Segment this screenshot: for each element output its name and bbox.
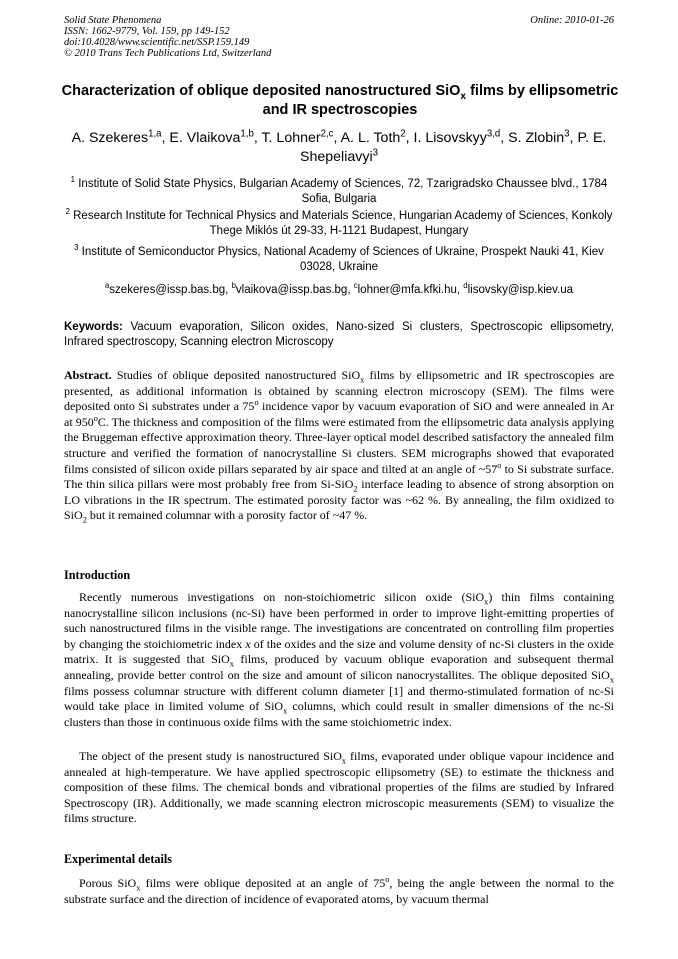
issn-line: ISSN: 1662-9779, Vol. 159, pp 149-152 (64, 26, 230, 37)
author: S. Zlobin$^3$ (508, 128, 570, 146)
author: P. E. Shepeliavyi$^3$ (300, 130, 607, 165)
intro-paragraph-1: Recently numerous investigations on non-stoichiometric silicon oxide (SiO$_x$) thin films containing nanocrystalline silicon inclusions (nc-Si) have been performed in order to improve light-emitting properties of such nanostructured films in the visible range. The investigations are concentrated on controlling film properties by changing the stoichiometric index x of the oxides and the size and volume density of nc-Si clusters in the oxide matrix. It is suggested that SiO$_x$ films, produced by vacuum oblique evaporation and subsequent thermal annealing, provide better control on the size and amount of silicon nanocrystallites. The oblique deposited SiO$_x$ films possess columnar structure with different column diameter [1] and thermo-stimulated formation of nc-Si would take place in limited volume of SiO$_x$ columns, which could result in smaller dimensions of the nc-Si clusters than those in continuous oxide films with the same stoichiometric index. (64, 590, 614, 729)
title-text-1: Characterization of oblique deposited nanostructured SiO (61, 83, 461, 99)
author-list: A. Szekeres$^{1,a}$, E. Vlaikova$^{1,b}$, T. Lohner$^{2,c}$, A. L. Toth$^2$, I. Lisovskyy$^{3,d}$, S. Zlobin$^3$, P. E. Shepeliavyi$^3$ (71, 128, 607, 165)
author: I. Lisovskyy$^{3,d}$ (413, 128, 501, 146)
email-link[interactable]: $^d$lisovsky@isp.kiev.ua (463, 281, 574, 296)
copyright-line: © 2010 Trans Tech Publications Ltd, Switzerland (64, 48, 272, 59)
paper-title (60, 82, 620, 120)
title-text-2: films by ellipsometric and IR spectroscopies (262, 83, 619, 118)
doi-line[interactable]: doi:10.4028/www.scientific.net/SSP.159.149 (64, 37, 250, 48)
author: A. L. Toth$^2$ (340, 128, 406, 146)
affiliation-3: $^3$ Institute of Semiconductor Physics, National Academy of Sciences of Ukraine, Prospekt Nauki 41, Kiev 03028, Ukraine (74, 243, 604, 273)
experimental-paragraph-1: Porous SiO$_x$ films were oblique deposited at an angle of 75$^o$, being the angle between the normal to the substrate surface and the direction of incidence of evaporated atoms, by vacuum thermal (64, 875, 614, 906)
keywords-text: Vacuum evaporation, Silicon oxides, Nano-sized Si clusters, Spectroscopic ellipsometry, Infrared spectroscopy, Scanning electron Microscopy (64, 321, 614, 348)
affiliation-2: $^2$ Research Institute for Technical Physics and Materials Science, Hungarian Academy of Sciences, Konkoly Thege Miklós út 29-33, H-1121 Budapest, Hungary (65, 207, 613, 237)
email-link[interactable]: $^a$szekeres@issp.bas.bg (104, 281, 226, 296)
email-link[interactable]: $^c$lohner@mfa.kfki.hu (353, 281, 457, 296)
author: T. Lohner$^{2,c}$ (261, 128, 334, 146)
keywords (64, 320, 614, 349)
email-list: $^a$szekeres@issp.bas.bg, $^b$vlaikova@issp.bas.bg, $^c$lohner@mfa.kfki.hu, $^d$lisovsky@isp.kiev.ua (104, 281, 574, 296)
keywords-label: Keywords: (64, 321, 123, 333)
section-heading-experimental: Experimental details (64, 852, 172, 866)
author: A. Szekeres$^{1,a}$ (71, 128, 162, 146)
affiliation-1: $^1$ Institute of Solid State Physics, Bulgarian Academy of Sciences, 72, Tzarigradsko Chaussee blvd., 1784 Sofia, Bulgaria (70, 175, 608, 205)
online-date: Online: 2010-01-26 (530, 15, 614, 26)
author: E. Vlaikova$^{1,b}$ (169, 128, 254, 146)
intro-paragraph-2: The object of the present study is nanostructured SiO$_x$ films, evaporated under oblique vapour incidence and annealed at high-temperature. We have applied spectroscopic ellipsometry (SE) to estimate the thickness and composition of these films. The chemical bonds and vibrational properties of the films are studied by Infrared Spectroscopy (IR). Additionally, we made scanning electron microscopic measurements (SEM) to visualize the films structure. (64, 749, 614, 826)
journal-header (64, 15, 271, 59)
journal-name: Solid State Phenomena (64, 15, 162, 26)
section-heading-introduction: Introduction (64, 568, 131, 582)
email-link[interactable]: $^b$vlaikova@issp.bas.bg (231, 281, 348, 296)
abstract: Abstract. Studies of oblique deposited nanostructured SiO$_x$ films by ellipsometric and IR spectroscopies are presented, as additional information is obtained by scanning electron microscopy (SEM). The films were deposited onto Si substrates under a 75$^o$ incidence vapor by vacuum evaporation of SiO and were annealed in Ar at 950$^o$C. The thickness and composition of the films were estimated from the ellipsometric data analysis applying the Bruggeman effective approximation theory. Three-layer optical model described satisfactory the annealed film structure and verified the formation of nanocrystalline Si clusters. SEM micrographs showed that evaporated films consisted of silicon oxide pillars separated by air space and tilted at an angle of ~57$^o$ to Si substrate surface. The thin silica pillars were most probably free from Si-SiO$_2$ interface leading to absence of strong absorption on LO vibrations in the IR spectrum. The estimated porosity factor was ~62 %. By annealing, the film oxidized to SiO$_2$ but it remained columnar with a porosity factor of ~47 %. (64, 368, 614, 525)
title-subscript: x (460, 90, 467, 102)
abstract-label: Abstract. (64, 368, 112, 382)
